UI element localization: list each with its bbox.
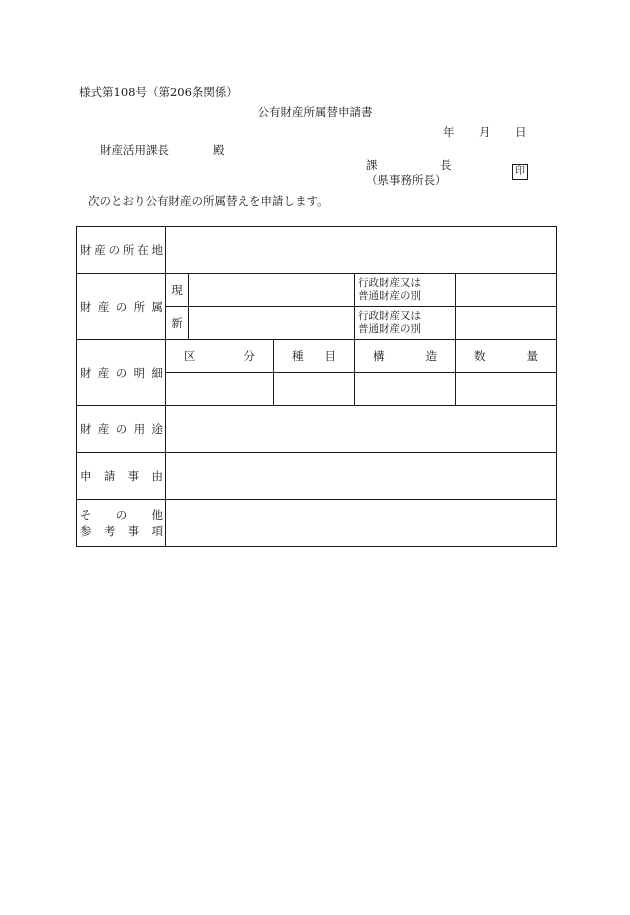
applicant-title-right: 長 — [440, 158, 452, 172]
date-day: 日 — [515, 125, 527, 139]
applicant-alt-title: （県事務所長） — [366, 173, 447, 187]
usage-label: 財産の用途 — [77, 406, 166, 453]
usage-value[interactable] — [166, 406, 557, 453]
applicant — [366, 158, 452, 188]
location-label: 財産の所在地 — [77, 227, 166, 274]
new-type-label: 行政財産又は 普通財産の別 — [355, 307, 456, 340]
date-line — [443, 124, 527, 140]
column-structure: 構造 — [355, 340, 456, 373]
details-label: 財産の明細 — [77, 340, 166, 406]
current-label: 現 — [166, 274, 189, 307]
current-type-label: 行政財産又は 普通財産の別 — [355, 274, 456, 307]
item-type-value[interactable] — [274, 373, 355, 406]
new-affiliation-value[interactable] — [189, 307, 355, 340]
column-quantity: 数量 — [456, 340, 557, 373]
addressee-name: 財産活用課長 — [100, 143, 169, 157]
location-value[interactable] — [166, 227, 557, 274]
current-type-value[interactable] — [456, 274, 557, 307]
document-title: 公有財産所属替申請書 — [257, 105, 373, 119]
addressee — [100, 142, 225, 158]
column-item-type: 種目 — [274, 340, 355, 373]
current-affiliation-value[interactable] — [189, 274, 355, 307]
category-value[interactable] — [166, 373, 274, 406]
structure-value[interactable] — [355, 373, 456, 406]
column-category: 区分 — [166, 340, 274, 373]
applicant-title-left: 課 — [366, 158, 378, 172]
seal-box: 印 — [512, 164, 528, 180]
new-type-value[interactable] — [456, 307, 557, 340]
date-month: 月 — [479, 125, 491, 139]
intro-text: 次のとおり公有財産の所属替えを申請します。 — [88, 194, 329, 208]
new-label: 新 — [166, 307, 189, 340]
other-label: その他 参考事項 — [77, 500, 166, 547]
reason-label: 申請事由 — [77, 453, 166, 500]
other-value[interactable] — [166, 500, 557, 547]
application-table — [76, 226, 557, 547]
quantity-value[interactable] — [456, 373, 557, 406]
date-year: 年 — [443, 125, 455, 139]
affiliation-label: 財産の所属 — [77, 274, 166, 340]
reason-value[interactable] — [166, 453, 557, 500]
form-number: 様式第108号（第206条関係） — [79, 85, 238, 99]
honorific: 殿 — [213, 143, 225, 157]
